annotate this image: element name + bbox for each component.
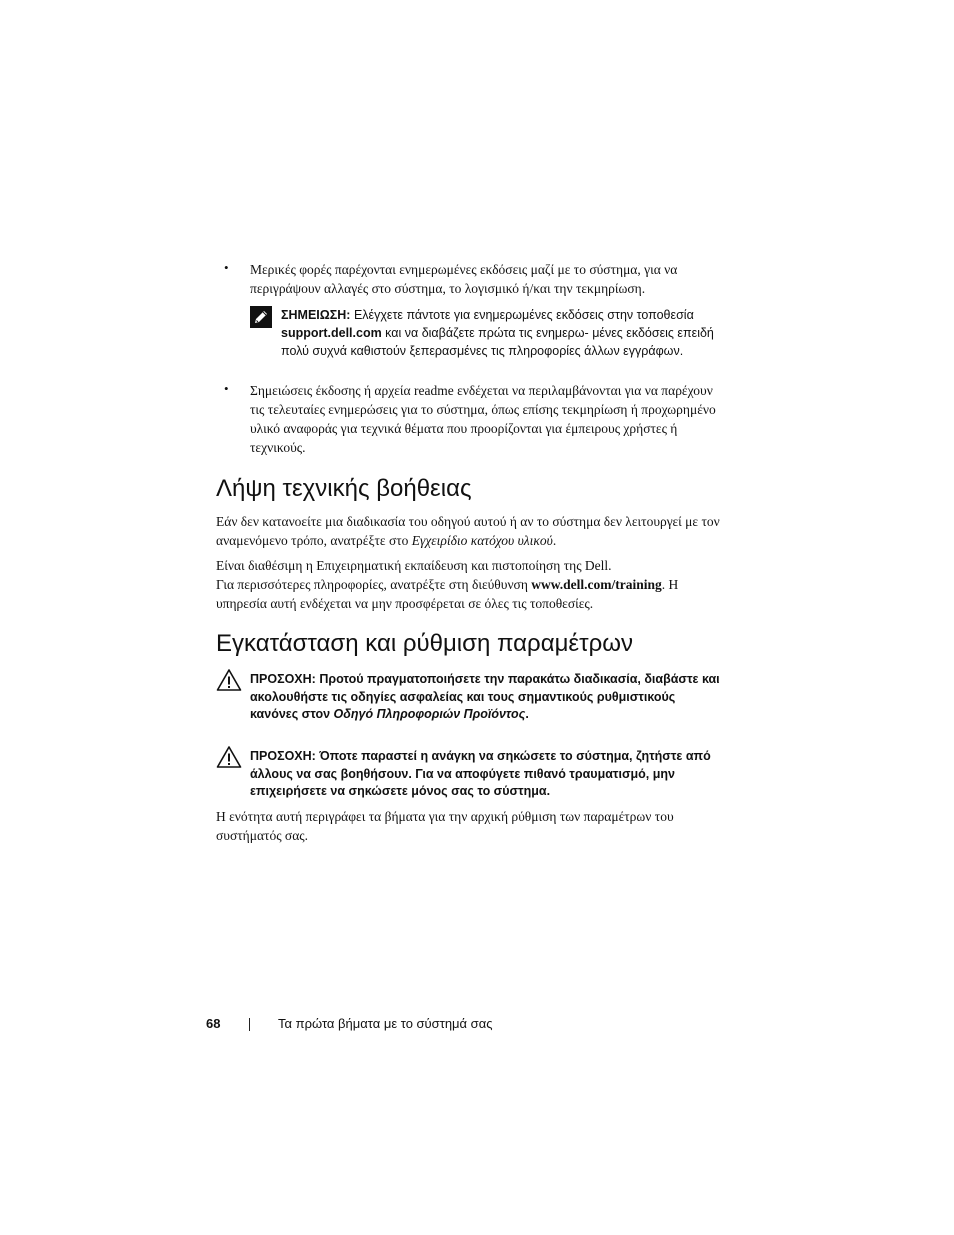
caution-block-safety <box>250 671 720 724</box>
bullet-marker: • <box>224 381 229 396</box>
paragraph-setup-intro: Η ενότητα αυτή περιγράφει τα βήματα για την αρχική ρύθμιση των παραμέτρων του συστήματός σας. <box>216 809 674 843</box>
note-block <box>281 306 721 360</box>
warning-triangle-icon <box>216 745 242 769</box>
bullet-item-readme: Σημειώσεις έκδοσης ή αρχεία readme ενδέχεται να περιλαμβάνονται για να παρέχουν τις τελευταίες ενημερώσεις για το σύστημα, όπως επίσης τεκμηρίωση ή προχωρημένο υλικό αναφοράς για τεχνικά θέματα που προορίζονται για έμπειρους χρήστες ή τεχνικούς. <box>250 383 716 455</box>
product-info-guide-reference: Οδηγό Πληροφοριών Προϊόντος <box>333 707 526 721</box>
note-text: Ελέγχετε πάντοτε για ενημερωμένες εκδόσεις στην τοποθεσία <box>350 308 694 322</box>
paragraph-text: Για περισσότερες πληροφορίες, ανατρέξτε στη διεύθυνση <box>216 577 532 592</box>
caution-text: Προτού πραγματοποιήσετε την παρακάτω διαδικασία, διαβάστε και ακολουθήστε τις οδηγίες ασφαλείας και τους σημαντικούς ρυθμιστικούς κανόνες στον <box>250 672 720 721</box>
page-number: 68 <box>206 1016 221 1031</box>
caution-text: . <box>525 707 529 721</box>
section-heading-tech-help: Λήψη τεχνικής βοήθειας <box>216 475 472 502</box>
paragraph-text: Εάν δεν κατανοείτε μια διαδικασία του οδηγού αυτού ή αν το σύστημα δεν λειτουργεί με τον αναμενόμενο τρόπο, ανατρέξτε στο <box>216 514 720 548</box>
paragraph-text: . Η υπηρεσία αυτή ενδέχεται να μην προσφέρεται σε όλες τις τοποθεσίες. <box>216 577 679 611</box>
caution-label: ΠΡΟΣΟΧΗ: <box>250 672 316 686</box>
footer-chapter-title: Τα πρώτα βήματα με το σύστημά σας <box>278 1016 493 1031</box>
note-pencil-icon <box>250 306 272 328</box>
note-label: ΣΗΜΕΙΩΣΗ: <box>281 308 351 322</box>
training-link[interactable]: www.dell.com/training <box>531 577 662 592</box>
caution-label: ΠΡΟΣΟΧΗ: <box>250 749 316 763</box>
paragraph-training <box>216 556 721 613</box>
note-text-after: και να διαβάζετε πρώτα τις ενημερω- μένες εκδόσεις επειδή πολύ συχνά καθιστούν ξεπερασμένες τις πληροφορίες άλλων εγγράφων. <box>281 326 714 358</box>
caution-text: Όποτε παραστεί η ανάγκη να σηκώσετε το σύστημα, ζητήστε από άλλους να σας βοηθήσουν. Για να αποφύγετε πιθανό τραυματισμό, μην επιχειρήσετε να σηκώσετε μόνος σας το σύστημα. <box>250 749 711 798</box>
bullet-item-updates: Μερικές φορές παρέχονται ενημερωμένες εκδόσεις μαζί με το σύστημα, για να περιγράψουν αλλαγές στο σύστημα, το λογισμικό ή/και την τεκμηρίωση. <box>250 262 678 296</box>
footer-separator <box>249 1018 250 1031</box>
hardware-manual-reference: Εγχειρίδιο κατόχου υλικού <box>411 533 553 548</box>
section-heading-setup: Εγκατάσταση και ρύθμιση παραμέτρων <box>216 630 633 657</box>
support-link[interactable]: support.dell.com <box>281 326 382 340</box>
paragraph-help-intro <box>216 512 721 550</box>
paragraph-text: Είναι διαθέσιμη η Επιχειρηματική εκπαίδευση και πιστοποίηση της Dell. <box>216 558 612 573</box>
paragraph-text: . <box>552 533 557 548</box>
warning-triangle-icon <box>216 668 242 692</box>
bullet-marker: • <box>224 260 229 275</box>
caution-block-lifting <box>250 748 720 801</box>
